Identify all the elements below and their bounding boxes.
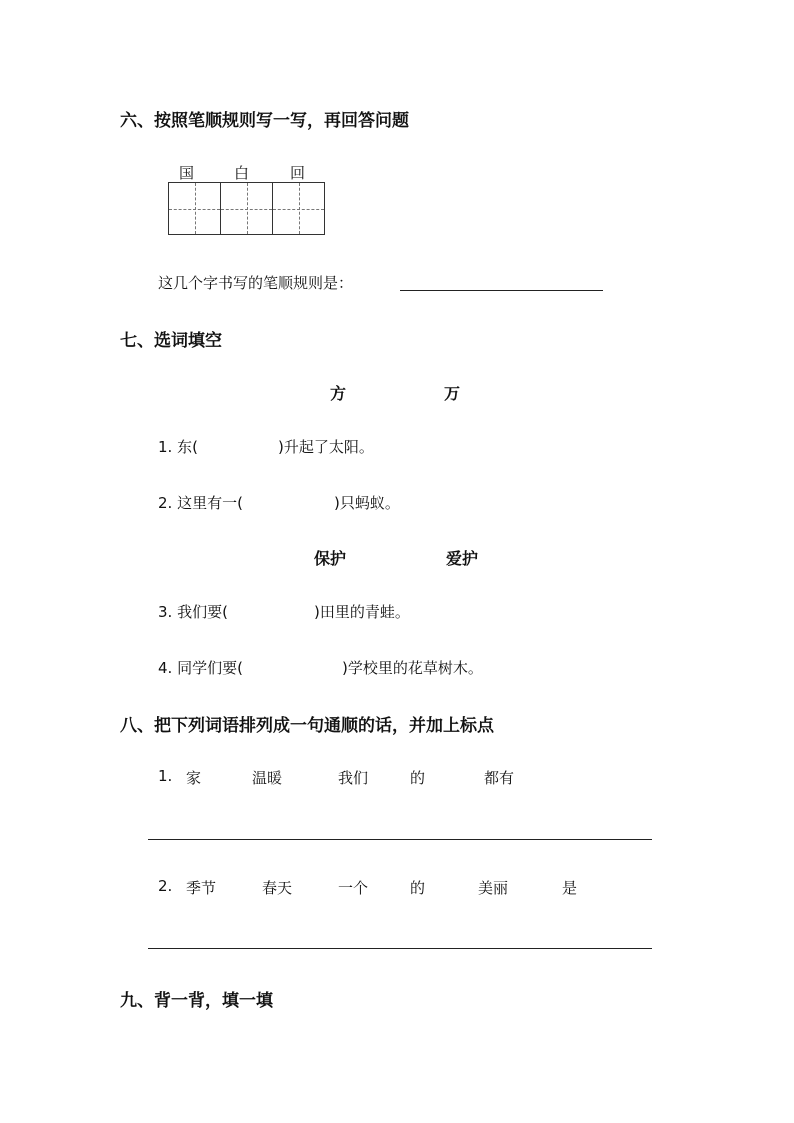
question-1-prefix: 1. 东( bbox=[158, 438, 198, 456]
item-2-word-1: 季节 bbox=[186, 879, 217, 897]
question-4-suffix: )学校里的花草树木。 bbox=[342, 659, 483, 677]
item-2-word-6: 是 bbox=[562, 879, 578, 897]
writing-grid bbox=[168, 182, 325, 235]
item-1-word-5: 都有 bbox=[484, 769, 515, 787]
item-2-word-4: 的 bbox=[410, 879, 426, 897]
item-1-answer-line[interactable] bbox=[148, 838, 652, 840]
grid-cell-1[interactable] bbox=[169, 183, 221, 235]
item-2-number: 2. bbox=[158, 877, 173, 895]
item-2-word-3: 一个 bbox=[338, 879, 369, 897]
item-1-word-2: 温暖 bbox=[252, 769, 283, 787]
grid-cell-2[interactable] bbox=[221, 183, 273, 235]
section9-heading: 九、背一背，填一填 bbox=[120, 991, 273, 1011]
section8-heading: 八、把下列词语排列成一句通顺的话，并加上标点 bbox=[120, 716, 494, 736]
question-2-prefix: 2. 这里有一( bbox=[158, 494, 243, 512]
section7-heading: 七、选词填空 bbox=[120, 331, 222, 351]
item-1-word-1: 家 bbox=[186, 769, 202, 787]
grid-char-2: 白 bbox=[233, 164, 249, 182]
grid-char-1: 国 bbox=[178, 164, 194, 182]
item-1-number: 1. bbox=[158, 767, 173, 785]
word-option-wan: 万 bbox=[444, 384, 461, 403]
word-option-aihu: 爱护 bbox=[446, 549, 479, 568]
grid-cell-3[interactable] bbox=[273, 183, 325, 235]
item-1-word-3: 我们 bbox=[338, 769, 369, 787]
item-2-answer-line[interactable] bbox=[148, 947, 652, 949]
stroke-rule-question: 这几个字书写的笔顺规则是： bbox=[158, 274, 354, 292]
item-1-word-4: 的 bbox=[410, 769, 426, 787]
item-2-word-5: 美丽 bbox=[478, 879, 509, 897]
word-option-fang: 方 bbox=[330, 384, 347, 403]
question-2-suffix: )只蚂蚁。 bbox=[334, 494, 400, 512]
word-option-baohu: 保护 bbox=[314, 549, 347, 568]
stroke-rule-answer-line[interactable] bbox=[400, 289, 603, 291]
question-1-suffix: )升起了太阳。 bbox=[278, 438, 374, 456]
question-3-suffix: )田里的青蛙。 bbox=[314, 603, 410, 621]
section6-heading: 六、按照笔顺规则写一写，再回答问题 bbox=[120, 111, 409, 131]
item-2-word-2: 春天 bbox=[262, 879, 293, 897]
question-4-prefix: 4. 同学们要( bbox=[158, 659, 243, 677]
question-3-prefix: 3. 我们要( bbox=[158, 603, 228, 621]
grid-char-3: 回 bbox=[289, 164, 305, 182]
